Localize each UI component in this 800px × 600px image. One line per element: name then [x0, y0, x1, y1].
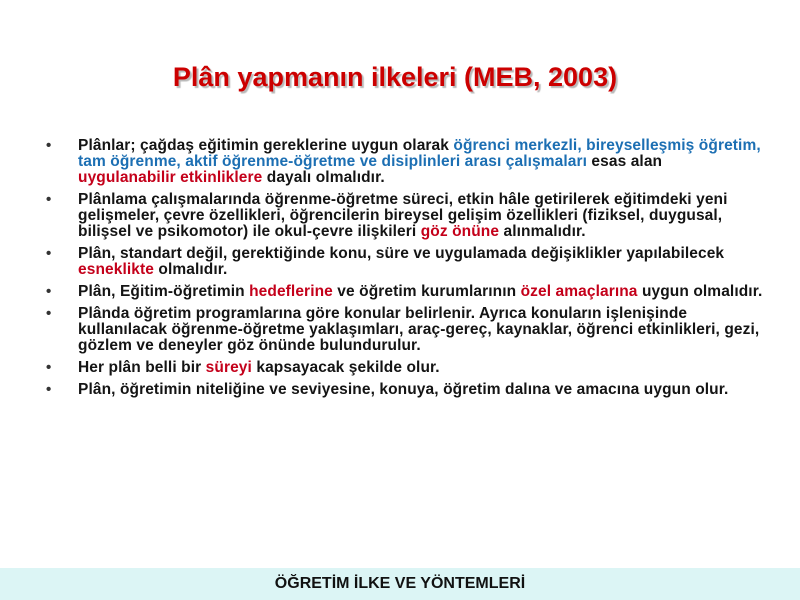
bullet-item	[44, 360, 764, 376]
text-segment: Plânda öğretim programlarına göre konular belirlenir. Ayrıca konuların işlenişinde kullanılacak öğrenme-öğretme yaklaşımları, araç-gereç, kaynaklar, öğrenci etkinlikleri, gezi, gözlem ve deneyler göz önünde bulundurulur.	[78, 305, 760, 354]
bullet-text	[78, 191, 728, 240]
text-segment: olmalıdır.	[153, 261, 228, 278]
text-segment: Plân, öğretimin niteliğine ve seviyesine, konuya, öğretim dalına ve amacına uygun olur.	[78, 381, 729, 398]
text-segment: Plân, Eğitim-öğretimin	[78, 283, 250, 300]
bullet-text	[78, 137, 761, 186]
bullet-list	[44, 138, 764, 404]
text-segment: alınmalıdır.	[499, 223, 586, 240]
text-segment: ve öğretim kurumlarının	[332, 283, 521, 300]
highlight-red-text: esneklikte	[78, 261, 154, 278]
text-segment: Plânlar; çağdaş eğitimin gereklerine uygun olarak	[78, 137, 454, 154]
highlight-red-text: özel amaçlarına	[520, 283, 638, 300]
bullet-text	[78, 245, 724, 278]
bullet-point-icon: •	[46, 137, 52, 154]
text-segment: kapsayacak şekilde olur.	[251, 359, 440, 376]
text-segment: dayalı olmalıdır.	[262, 169, 385, 186]
bullet-point-icon: •	[46, 359, 52, 376]
footer-banner	[0, 568, 800, 600]
text-segment: Plânlama çalışmalarında öğrenme-öğretme süreci, etkin hâle getirilerek eğitimdeki yeni gelişmeler, çevre özellikleri, öğrencilerin bireysel gelişim özellikleri (fiziksel, duygusal, bilişsel ve psikomotor) ile okul-çevre ilişkileri	[78, 191, 728, 240]
highlight-red-text: göz önüne	[420, 223, 500, 240]
highlight-red-text: uygulanabilir etkinliklere	[78, 169, 263, 186]
text-segment: uygun olmalıdır.	[637, 283, 763, 300]
bullet-point-icon: •	[46, 283, 52, 300]
bullet-point-icon: •	[46, 305, 52, 322]
highlight-blue-text: öğrenci merkezli, bireyselleşmiş öğretim, tam öğrenme, aktif öğrenme-öğretme ve disiplinleri arası çalışmaları	[78, 137, 761, 170]
bullet-item	[44, 382, 764, 398]
bullet-text	[78, 381, 728, 398]
text-segment: Plân, standart değil, gerektiğinde konu, süre ve uygulamada değişiklikler yapılabilecek	[78, 245, 725, 262]
slide-title-main: Plân yapmanın ilkeleri	[172, 62, 457, 92]
bullet-point-icon: •	[46, 191, 52, 208]
footer-text: ÖĞRETİM İLKE VE YÖNTEMLERİ	[274, 575, 526, 592]
highlight-red-text: hedeflerine	[249, 283, 333, 300]
text-segment: esas alan	[587, 153, 663, 170]
bullet-point-icon: •	[46, 381, 52, 398]
bullet-text	[78, 283, 762, 300]
slide-title	[0, 62, 790, 93]
bullet-item	[44, 306, 764, 354]
bullet-item	[44, 138, 764, 186]
bullet-text	[78, 359, 440, 376]
highlight-red-text: süreyi	[205, 359, 252, 376]
bullet-text	[78, 305, 759, 354]
text-segment: Her plân belli bir	[78, 359, 206, 376]
bullet-item	[44, 246, 764, 278]
slide-title-reference: (MEB, 2003)	[456, 62, 618, 92]
bullet-point-icon: •	[46, 245, 52, 262]
bullet-item	[44, 284, 764, 300]
bullet-item	[44, 192, 764, 240]
